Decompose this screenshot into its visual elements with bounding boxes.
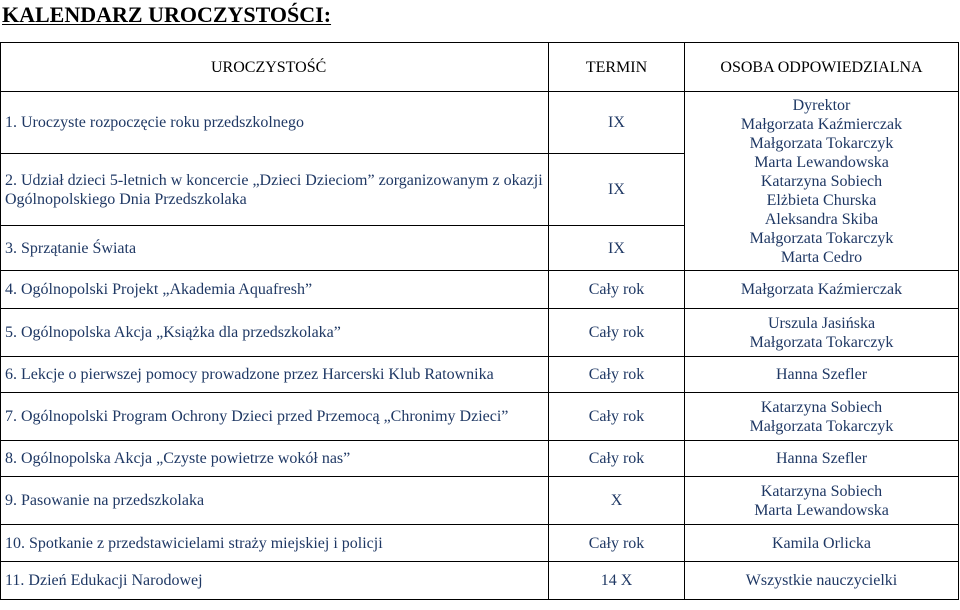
person-name: Marta Lewandowska (754, 501, 889, 519)
event-cell: 6. Lekcje o pierwszej pomocy prowadzone przez Harcerski Klub Ratownika (1, 357, 549, 393)
person-name: Wszystkie nauczycielki (745, 572, 898, 589)
term-cell: Cały rok (549, 441, 685, 477)
person-cell (685, 477, 959, 525)
person-name: Małgorzata Kaźmierczak (740, 281, 903, 298)
person-name: Małgorzata Tokarczyk (749, 229, 894, 247)
person-cell (685, 393, 959, 441)
table-row (1, 92, 959, 154)
person-name: Katarzyna Sobiech (760, 482, 883, 500)
term-cell: 14 X (549, 562, 685, 600)
table-header-row (1, 43, 959, 92)
person-name: Hanna Szefler (775, 366, 868, 383)
event-cell: 10. Spotkanie z przedstawicielami straży miejskiej i policji (1, 525, 549, 562)
person-name: Katarzyna Sobiech (760, 172, 883, 190)
event-cell: 3. Sprzątanie Świata (1, 226, 549, 271)
term-cell: Cały rok (549, 271, 685, 309)
event-cell: 11. Dzień Edukacji Narodowej (1, 562, 549, 600)
table-row (1, 357, 959, 393)
person-name: Małgorzata Kaźmierczak (740, 115, 903, 133)
term-cell: Cały rok (549, 309, 685, 357)
person-name: Katarzyna Sobiech (760, 398, 883, 416)
term-cell: Cały rok (549, 393, 685, 441)
term-cell: X (549, 477, 685, 525)
person-cell (685, 562, 959, 600)
table-row (1, 393, 959, 441)
person-cell (685, 441, 959, 477)
events-calendar-table (0, 42, 959, 600)
term-cell: Cały rok (549, 525, 685, 562)
term-cell: IX (549, 92, 685, 154)
term-cell: Cały rok (549, 357, 685, 393)
person-name: Elżbieta Churska (766, 191, 877, 209)
event-cell: 2. Udział dzieci 5-letnich w koncercie „Dzieci Dzieciom” zorganizowanym z okazji Ogólnopolskiego Dnia Przedszkolaka (1, 154, 549, 226)
person-cell (685, 309, 959, 357)
term-cell: IX (549, 226, 685, 271)
table-row (1, 441, 959, 477)
table-row (1, 477, 959, 525)
table-row (1, 271, 959, 309)
person-name: Dyrektor (792, 96, 851, 114)
event-cell: 5. Ogólnopolska Akcja „Książka dla przedszkolaka” (1, 309, 549, 357)
column-header-event: UROCZYSTOŚĆ (1, 43, 549, 92)
person-name: Małgorzata Tokarczyk (749, 333, 894, 351)
person-name: Marta Lewandowska (754, 153, 889, 171)
person-name: Małgorzata Tokarczyk (749, 417, 894, 435)
column-header-term: TERMIN (549, 43, 685, 92)
table-row (1, 562, 959, 600)
document-title: KALENDARZ UROCZYSTOŚCI: (2, 2, 332, 27)
event-cell: 9. Pasowanie na przedszkolaka (1, 477, 549, 525)
event-cell: 1. Uroczyste rozpoczęcie roku przedszkolnego (1, 92, 549, 154)
person-name: Małgorzata Tokarczyk (749, 134, 894, 152)
table-row (1, 525, 959, 562)
table-row (1, 309, 959, 357)
column-header-person: OSOBA ODPOWIEDZIALNA (685, 43, 959, 92)
event-cell: 4. Ogólnopolski Projekt „Akademia Aquafresh” (1, 271, 549, 309)
term-cell: IX (549, 154, 685, 226)
person-name: Hanna Szefler (775, 450, 868, 467)
person-name: Marta Cedro (780, 248, 863, 266)
person-name: Aleksandra Skiba (764, 210, 879, 228)
event-cell: 7. Ogólnopolski Program Ochrony Dzieci przed Przemocą „Chronimy Dzieci” (1, 393, 549, 441)
person-cell (685, 271, 959, 309)
person-cell (685, 357, 959, 393)
person-cell (685, 92, 959, 271)
person-name: Kamila Orlicka (771, 534, 872, 552)
event-cell: 8. Ogólnopolska Akcja „Czyste powietrze wokół nas” (1, 441, 549, 477)
person-cell (685, 525, 959, 562)
person-name: Urszula Jasińska (767, 314, 876, 332)
